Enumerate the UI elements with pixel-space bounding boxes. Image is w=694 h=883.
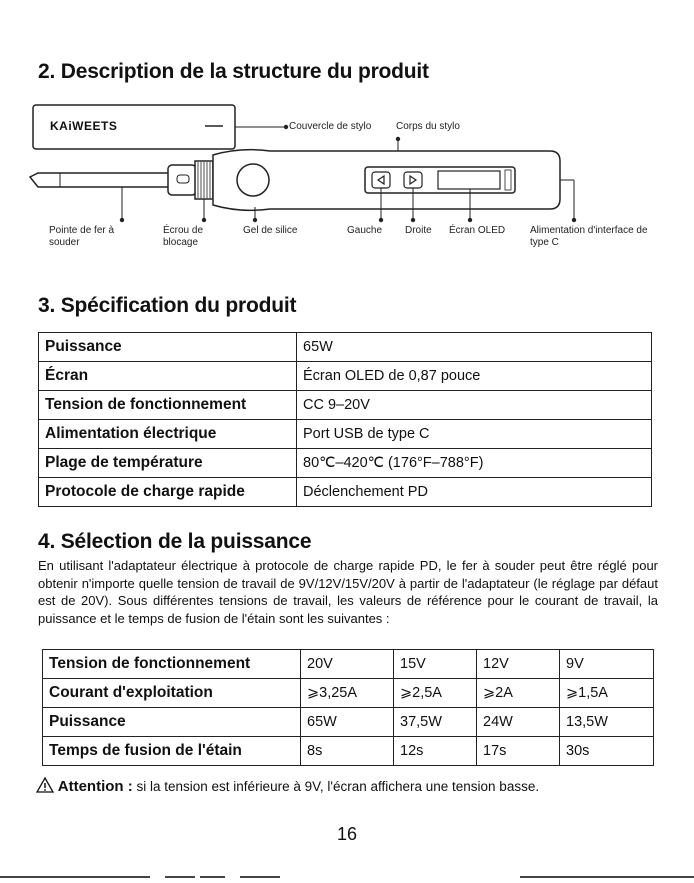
- label-typec: Alimentation d'interface de type C: [530, 225, 648, 248]
- attention-note: [36, 777, 539, 795]
- footer-rule: [0, 876, 150, 878]
- spec-table: [38, 332, 652, 507]
- power-paragraph: En utilisant l'adaptateur électrique à protocole de charge rapide PD, le fer à souder peut être réglé pour obtenir n'importe quelle tension de travail de 9V/12V/15V/20V à partir de l'adaptateur (le réglage par défaut est de 20V). Sous différentes tensions de travail, les valeurs de référence pour le courant de travail, la puissance et le temps de fusion de l'étain sont les suivantes :: [38, 558, 658, 626]
- warning-icon: [36, 777, 54, 793]
- table-row: Plage de température 80℃–420℃ (176°F–788°F): [39, 449, 652, 478]
- label-left: Gauche: [347, 225, 383, 236]
- label-silica: Gel de silice: [243, 225, 298, 236]
- table-row: Alimentation électrique Port USB de type C: [39, 420, 652, 449]
- page-number: 16: [336, 824, 358, 844]
- label-oled: Écran OLED: [449, 225, 506, 236]
- power-table: [42, 649, 654, 766]
- brand-logo: KAiWEETS: [50, 119, 118, 133]
- cap-label: Couvercle de stylo: [289, 121, 372, 132]
- table-row: Puissance 65W: [39, 333, 652, 362]
- label-tip: Pointe de fer à souder: [49, 225, 115, 248]
- section-title-structure: 2. Description de la structure du produit: [38, 60, 429, 83]
- label-right: Droite: [405, 225, 432, 236]
- attention-text: si la tension est inférieure à 9V, l'écran affichera une tension basse.: [132, 779, 540, 794]
- label-nut: Écrou de blocage: [163, 225, 204, 248]
- footer-rule: [240, 876, 280, 878]
- footer-rule: [520, 876, 694, 878]
- footer-rule: [200, 876, 225, 878]
- table-row: Tension de fonctionnement 20V 15V 12V 9V: [43, 650, 654, 679]
- footer-rule: [165, 876, 195, 878]
- section-title-spec: 3. Spécification du produit: [38, 294, 297, 317]
- table-row: Courant d'exploitation ⩾3,25A ⩾2,5A ⩾2A ⩾1,5A: [43, 679, 654, 708]
- table-row: Tension de fonctionnement CC 9–20V: [39, 391, 652, 420]
- body-label: Corps du stylo: [396, 121, 460, 132]
- table-row: Écran Écran OLED de 0,87 pouce: [39, 362, 652, 391]
- table-row: Protocole de charge rapide Déclenchement PD: [39, 478, 652, 507]
- section-title-power: 4. Sélection de la puissance: [38, 530, 312, 553]
- attention-label: Attention :: [57, 778, 133, 795]
- table-row: Temps de fusion de l'étain 8s 12s 17s 30s: [43, 737, 654, 766]
- table-row: Puissance 65W 37,5W 24W 13,5W: [43, 708, 654, 737]
